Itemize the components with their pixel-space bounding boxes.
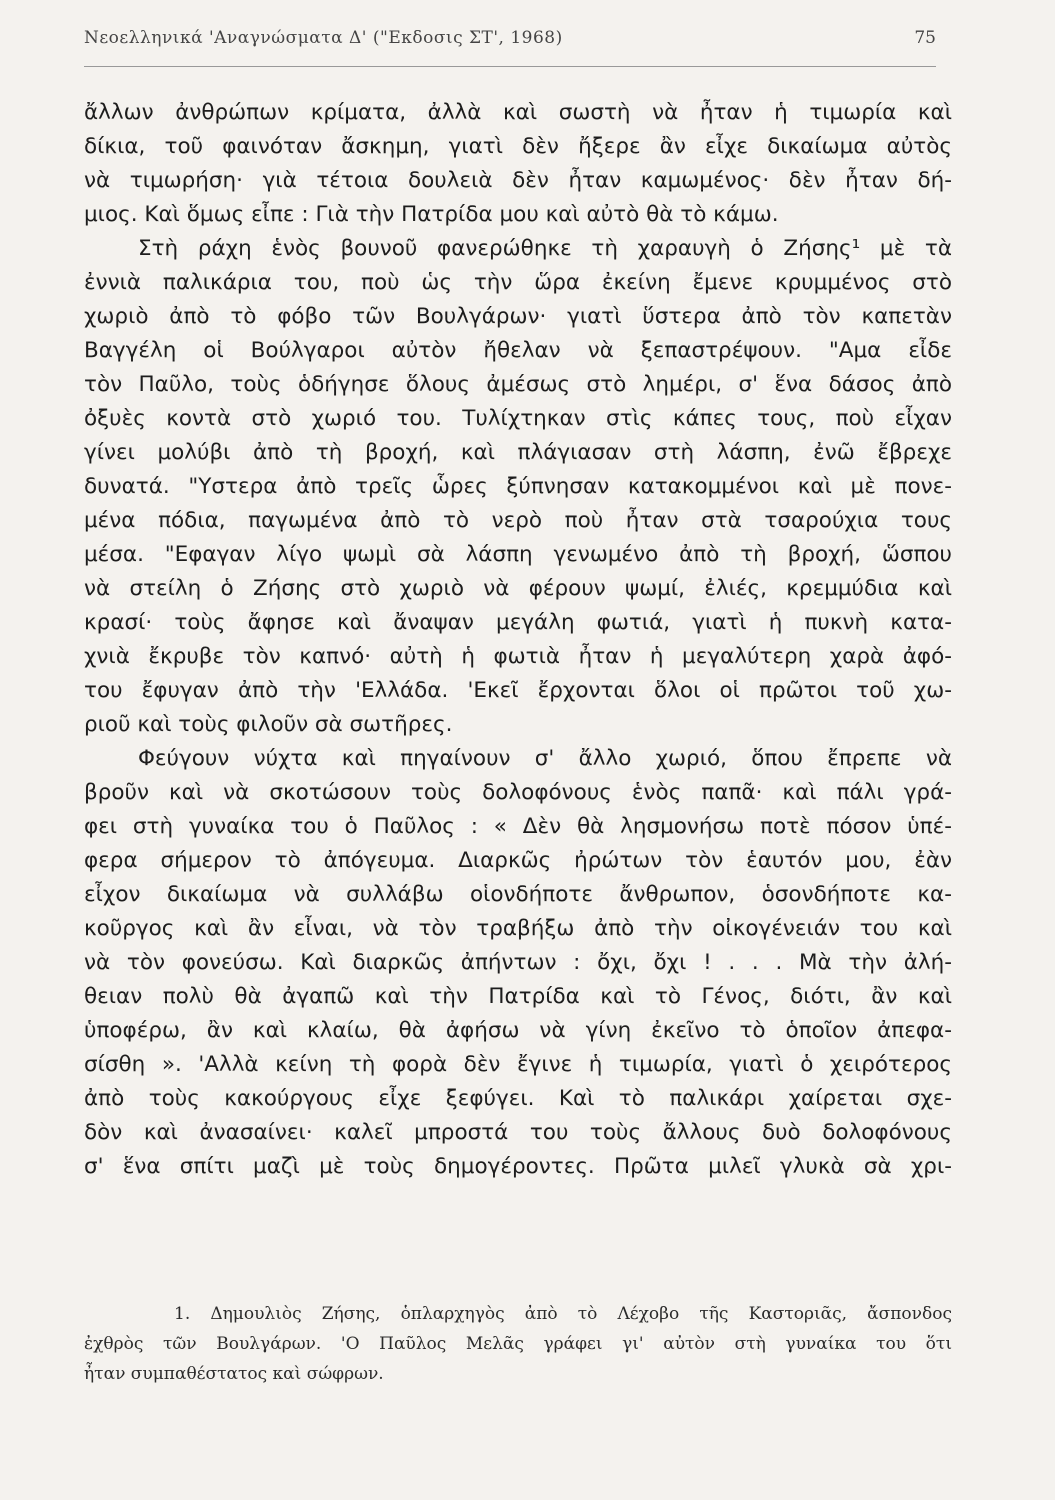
text-line: Στὴ ράχη ἑνὸς βουνοῦ φανερώθηκε τὴ χαραυγὴ ὁ Ζήσης¹ μὲ τὰ [138, 236, 952, 261]
text-line: μένα πόδια, παγωμένα ἀπὸ τὸ νερὸ ποὺ ἦταν στὰ τσαρούχια τους [84, 508, 952, 533]
text-line: νὰ τὸν φονεύσω. Καὶ διαρκῶς ἀπήντων : ὄχι, ὄχι ! . . . Μὰ τὴν ἀλή- [84, 950, 952, 975]
text-line: Φεύγουν νύχτα καὶ πηγαίνουν σ' ἄλλο χωριό, ὅπου ἔπρεπε νὰ [138, 746, 952, 771]
footnotes [84, 1299, 952, 1389]
text-line: σ' ἕνα σπίτι μαζὶ μὲ τοὺς δημογέροντες. Πρῶτα μιλεῖ γλυκὰ σὰ χρι- [84, 1154, 952, 1179]
text-line: γίνει μολύβι ἀπὸ τὴ βροχή, καὶ πλάγιασαν στὴ λάσπη, ἐνῶ ἔβρεχε [84, 440, 952, 465]
text-line: νὰ στείλη ὁ Ζήσης στὸ χωριὸ νὰ φέρουν ψωμί, ἐλιές, κρεμμύδια καὶ [84, 576, 952, 601]
text-line: τὸν Παῦλο, τοὺς ὁδήγησε ὅλους ἀμέσως στὸ λημέρι, σ' ἕνα δάσος ἀπὸ [84, 372, 952, 397]
text-line: ὑποφέρω, ἂν καὶ κλαίω, θὰ ἀφήσω νὰ γίνη ἐκεῖνο τὸ ὁποῖον ἀπεφα- [84, 1018, 952, 1043]
text-line: νὰ τιμωρήση· γιὰ τέτοια δουλειὰ δὲν ἦταν καμωμένος· δὲν ἦταν δή- [84, 168, 952, 193]
text-line: φει στὴ γυναίκα του ὁ Παῦλος : « Δὲν θὰ λησμονήσω ποτὲ πόσον ὑπέ- [84, 814, 952, 839]
footnote-line: ἐχθρὸς τῶν Βουλγάρων. 'Ο Παῦλος Μελᾶς γράφει γι' αὐτὸν στὴ γυναίκα του ὅτι [84, 1334, 952, 1354]
body-text [84, 96, 952, 1184]
text-line: δυνατά. "Υστερα ἀπὸ τρεῖς ὧρες ξύπνησαν κατακομμένοι καὶ μὲ πονε- [84, 474, 952, 499]
text-line: χνιὰ ἔκρυβε τὸν καπνό· αὐτὴ ἡ φωτιὰ ἦταν ἡ μεγαλύτερη χαρὰ ἀφό- [84, 644, 952, 669]
text-line: βροῦν καὶ νὰ σκοτώσουν τοὺς δολοφόνους ἑνὸς παπᾶ· καὶ πάλι γρά- [84, 780, 952, 805]
text-line: φερα σήμερον τὸ ἀπόγευμα. Διαρκῶς ἠρώτων τὸν ἑαυτόν μου, ἐὰν [84, 848, 952, 873]
footnote-line: ἦταν συμπαθέστατος καὶ σώφρων. [84, 1364, 384, 1384]
text-line: ἄλλων ἀνθρώπων κρίματα, ἀλλὰ καὶ σωστὴ νὰ ἦταν ἡ τιμωρία καὶ [84, 100, 952, 125]
text-line: θειαν πολὺ θὰ ἀγαπῶ καὶ τὴν Πατρίδα καὶ τὸ Γένος, διότι, ἂν καὶ [84, 984, 952, 1009]
text-line: σίσθη ». 'Αλλὰ κείνη τὴ φορὰ δὲν ἔγινε ἡ τιμωρία, γιατὶ ὁ χειρότερος [84, 1052, 952, 1077]
text-line: εἶχον δικαίωμα νὰ συλλάβω οἱονδήποτε ἄνθρωπον, ὁσονδήποτε κα- [84, 882, 952, 907]
text-line: ὀξυὲς κοντὰ στὸ χωριό του. Τυλίχτηκαν στὶς κάπες τους, ποὺ εἶχαν [84, 406, 952, 431]
text-line: ἀπὸ τοὺς κακούργους εἶχε ξεφύγει. Καὶ τὸ παλικάρι χαίρεται σχε- [84, 1086, 952, 1111]
running-header [84, 28, 936, 58]
footnote-line: 1. Δημουλιὸς Ζήσης, ὁπλαρχηγὸς ἀπὸ τὸ Λέχοβο τῆς Καστοριᾶς, ἄσπονδος [174, 1304, 952, 1324]
text-line: μέσα. "Εφαγαν λίγο ψωμὶ σὰ λάσπη γενωμένο ἀπὸ τὴ βροχή, ὥσπου [84, 542, 952, 567]
header-title: Νεοελληνικά 'Αναγνώσματα Δ' ("Εκδοσις ΣΤ', 1968) [84, 28, 563, 48]
text-line: χωριὸ ἀπὸ τὸ φόβο τῶν Βουλγάρων· γιατὶ ὕστερα ἀπὸ τὸν καπετὰν [84, 304, 952, 329]
text-line: δὸν καὶ ἀνασαίνει· καλεῖ μπροστά του τοὺς ἄλλους δυὸ δολοφόνους [84, 1120, 952, 1145]
text-line: ριοῦ καὶ τοὺς φιλοῦν σὰ σωτῆρες. [84, 712, 453, 737]
text-line: ἐννιὰ παλικάρια του, ποὺ ὡς τὴν ὥρα ἐκείνη ἔμενε κρυμμένος στὸ [84, 270, 952, 295]
header-rule [84, 66, 936, 67]
text-line: δίκια, τοῦ φαινόταν ἄσκημη, γιατὶ δὲν ἤξερε ἂν εἶχε δικαίωμα αὐτὸς [84, 134, 952, 159]
text-line: κοῦργος καὶ ἂν εἶναι, νὰ τὸν τραβήξω ἀπὸ τὴν οἰκογένειάν του καὶ [84, 916, 952, 941]
text-line: κρασί· τοὺς ἄφησε καὶ ἄναψαν μεγάλη φωτιά, γιατὶ ἡ πυκνὴ κατα- [84, 610, 952, 635]
page-number: 75 [914, 28, 936, 48]
text-line: του ἔφυγαν ἀπὸ τὴν 'Ελλάδα. 'Εκεῖ ἔρχονται ὅλοι οἱ πρῶτοι τοῦ χω- [84, 678, 952, 703]
text-line: μιος. Καὶ ὅμως εἶπε : Γιὰ τὴν Πατρίδα μου καὶ αὐτὸ θὰ τὸ κάμω. [84, 202, 779, 227]
text-line: Βαγγέλη οἱ Βούλγαροι αὐτὸν ἤθελαν νὰ ξεπαστρέψουν. "Αμα εἶδε [84, 338, 952, 363]
